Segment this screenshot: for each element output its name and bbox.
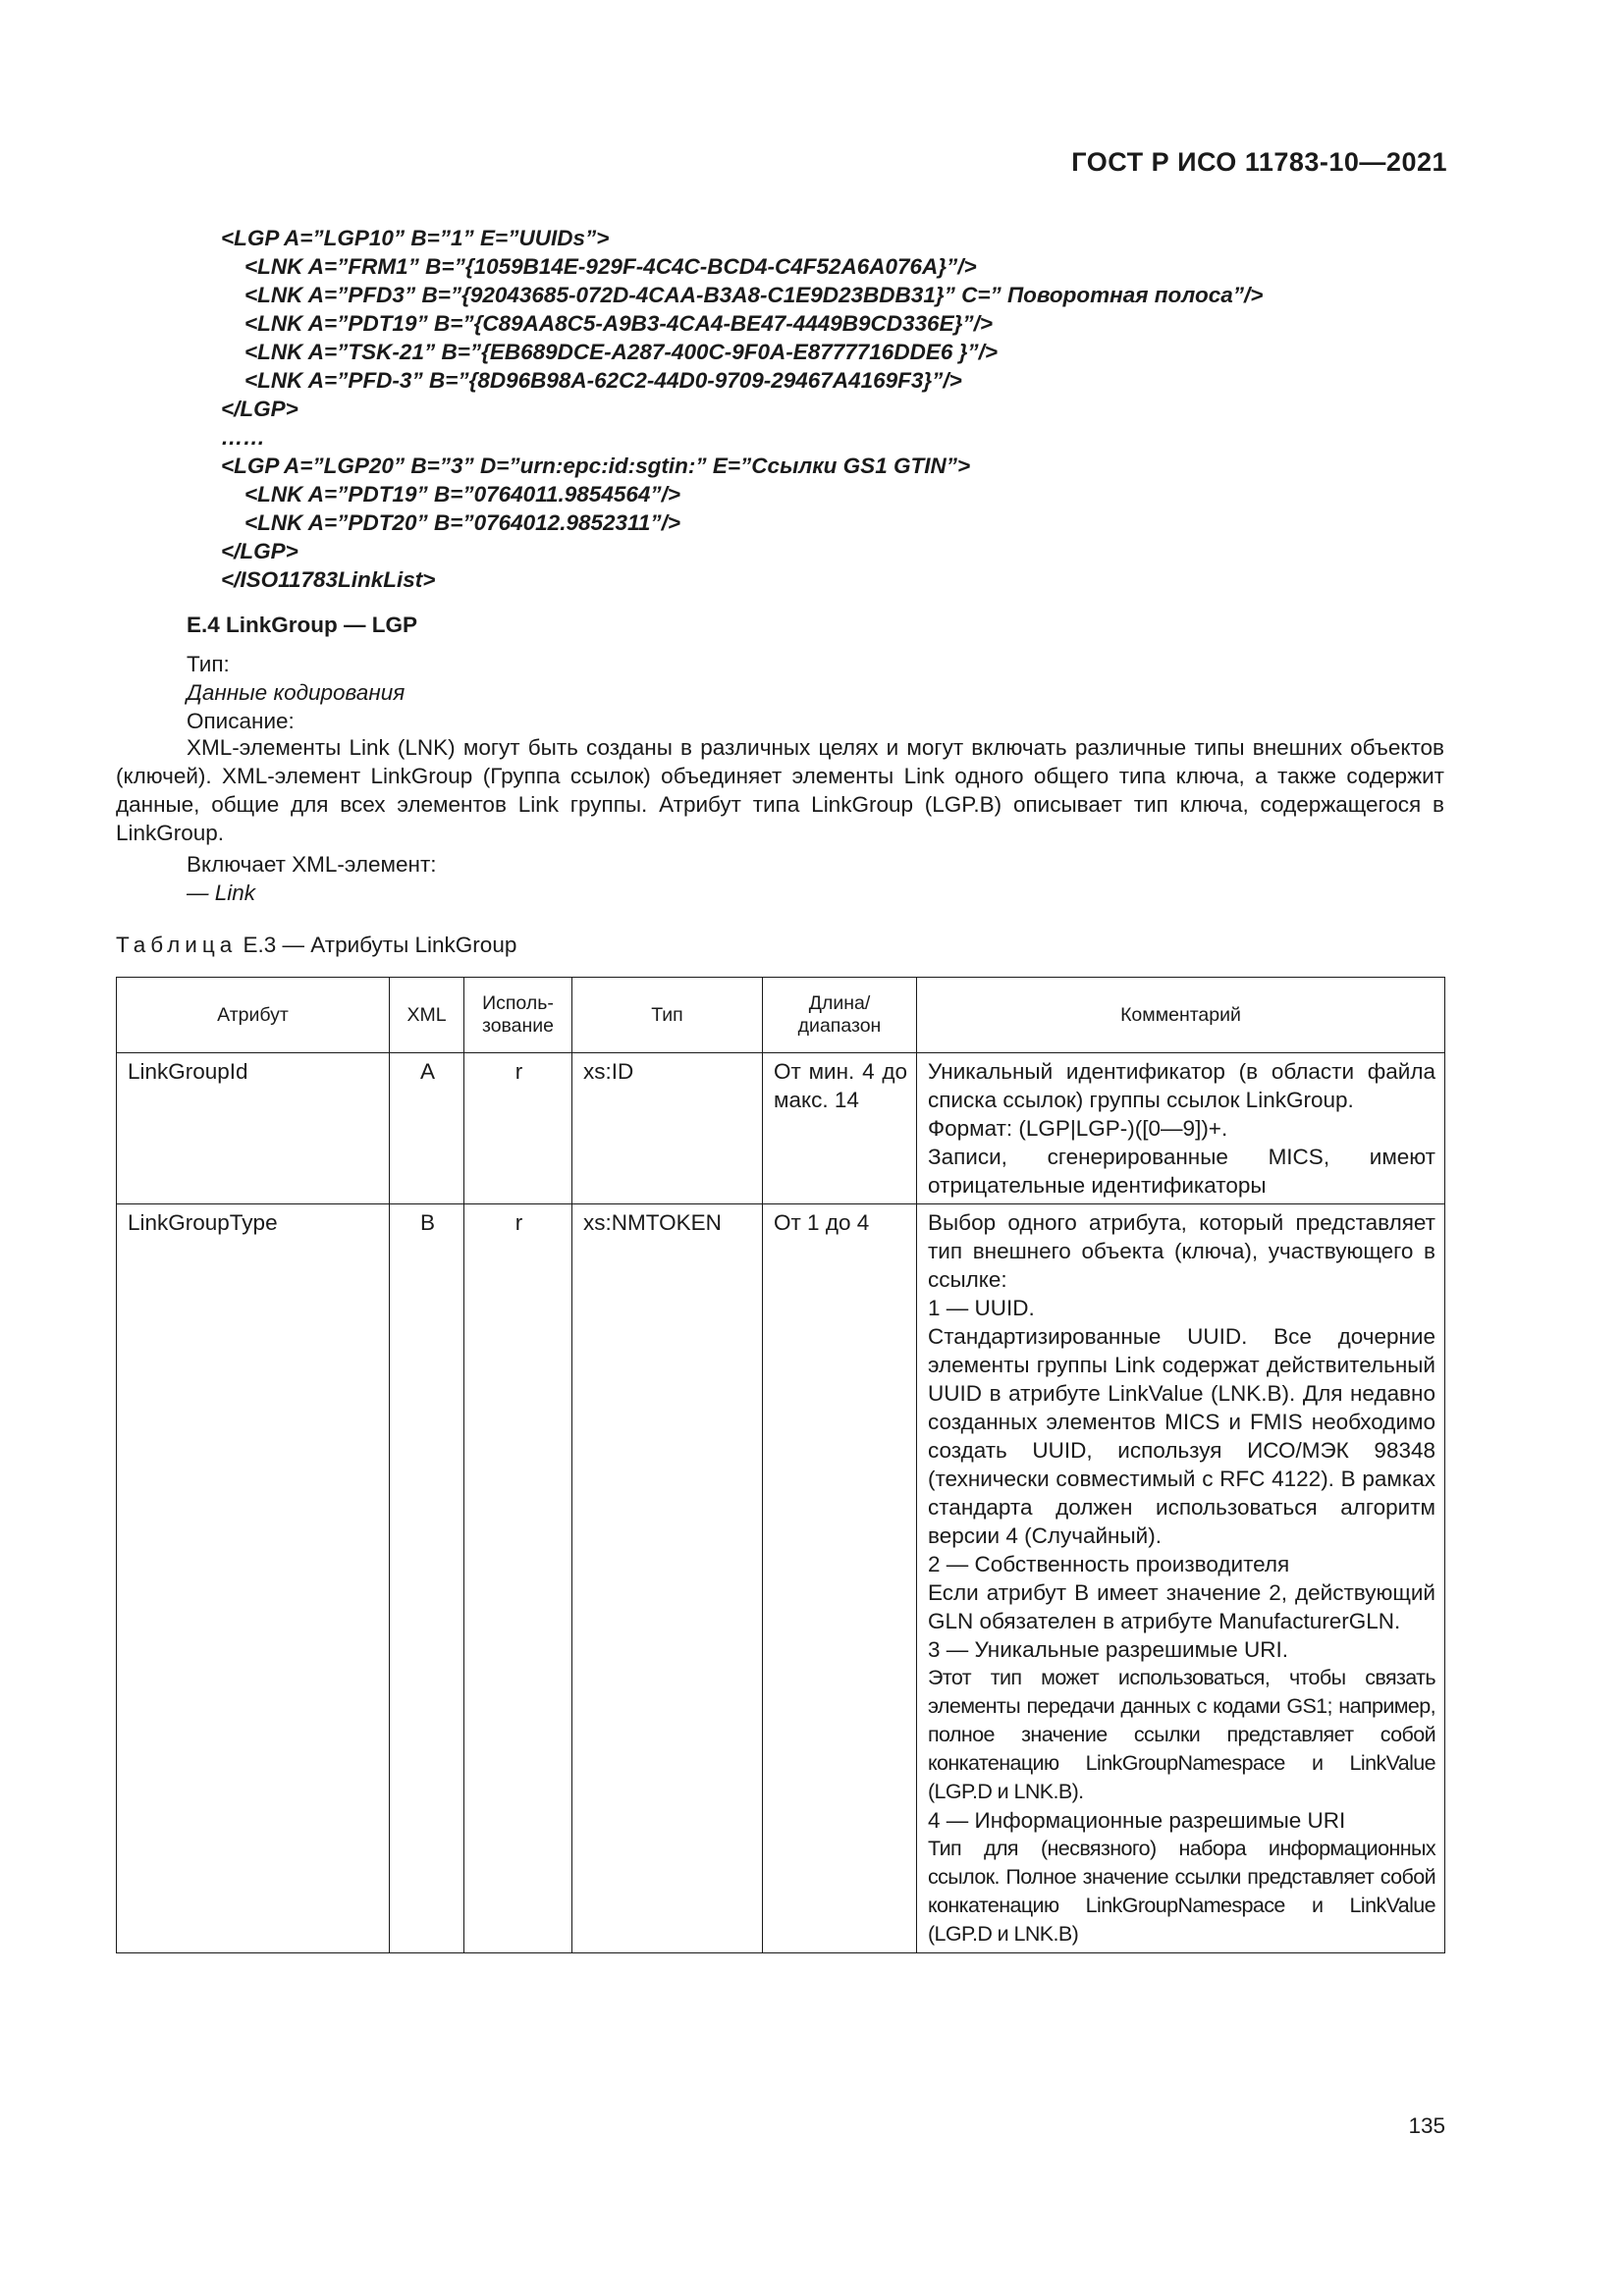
code-line: <LGP A=”LGP10” B=”1” E=”UUIDs”> — [221, 226, 610, 250]
xml-code-block — [221, 224, 1263, 594]
code-line: <LNK A=”FRM1” B=”{1059B14E-929F-4C4C-BCD4-C4F52A6A076A}”/> — [244, 254, 977, 279]
comment-line: 1 — UUID. — [928, 1296, 1035, 1320]
comment-line: 3 — Уникальные разрешимые URI. — [928, 1637, 1288, 1662]
code-line: …… — [221, 425, 265, 450]
comment-line: Если атрибут B имеет значение 2, действующий GLN обязателен в атрибуте ManufacturerGLN. — [928, 1580, 1435, 1633]
table-row — [117, 1204, 1445, 1953]
comment-line: Записи, сгенерированные MICS, имеют отрицательные идентификаторы — [928, 1145, 1435, 1198]
cell-type: xs:ID — [572, 1053, 763, 1204]
comment-line: Выбор одного атрибута, который представляет тип внешнего объекта (ключа), участвующего в ссылке: — [928, 1210, 1435, 1292]
cell-attribute: LinkGroupType — [117, 1204, 390, 1953]
description-paragraph: XML-элементы Link (LNK) могут быть созданы в различных целях и могут включать различные типы внешних объектов (ключей). XML-элемент LinkGroup (Группа ссылок) объединяет элементы Link одного общего типа ключа, а также содержит данные, общие для всех элементов Link группы. Атрибут типа LinkGroup (LGP.B) описывает тип ключа, содержащегося в LinkGroup. — [116, 735, 1444, 845]
code-line: <LNK A=”PFD-3” B=”{8D96B98A-62C2-44D0-9709-29467A4169F3}”/> — [244, 368, 962, 393]
section-title: E.4 LinkGroup — LGP — [187, 613, 418, 637]
comment-line: Тип для (несвязного) набора информационных ссылок. Полное значение ссылки представляет собой конкатенацию LinkGroupNamespace и LinkValue (LGP.D и LNK.B) — [928, 1837, 1435, 1946]
code-line: <LGP A=”LGP20” B=”3” D=”urn:epc:id:sgtin:” E=”Ссылки GS1 GTIN”> — [221, 454, 971, 478]
type-value: Данные кодирования — [187, 680, 406, 705]
cell-attribute: LinkGroupId — [117, 1053, 390, 1204]
includes-label: Включает XML-элемент: — [187, 852, 437, 877]
header-attribute: Атрибут — [117, 978, 390, 1053]
cell-xml: B — [390, 1204, 464, 1953]
table-caption-word: Таблица — [116, 933, 238, 957]
header-length-line: Длина/ — [808, 992, 871, 1014]
table-caption — [116, 933, 516, 958]
code-line: <LNK A=”PDT19” B=”{C89AA8C5-A9B3-4CA4-BE47-4449B9CD336E}”/> — [244, 311, 993, 336]
includes-item: — Link — [187, 881, 256, 905]
header-usage-line: зование — [481, 1015, 555, 1037]
cell-length: От мин. 4 до макс. 14 — [763, 1053, 917, 1204]
cell-usage: r — [464, 1204, 572, 1953]
code-line: <LNK A=”PDT20” B=”0764012.9852311”/> — [244, 510, 681, 535]
code-line: <LNK A=”TSK-21” B=”{EB689DCE-A287-400C-9F0A-E8777716DDE6 }”/> — [244, 340, 998, 364]
comment-line: Уникальный идентификатор (в области файла списка ссылок) группы ссылок LinkGroup. — [928, 1059, 1435, 1112]
table-row — [117, 1053, 1445, 1204]
cell-xml: A — [390, 1053, 464, 1204]
code-line: </LGP> — [221, 539, 298, 563]
comment-line: Стандартизированные UUID. Все дочерние элементы группы Link содержат действительный UUID в атрибуте LinkValue (LNK.B). Для недавно созданных элементов MICS и FMIS необходимо создать UUID, используя ИСО/МЭК 98348 (технически совместимый с RFC 4122). В рамках стандарта должен использоваться алгоритм версии 4 (Случайный). — [928, 1324, 1435, 1548]
description-label: Описание: — [187, 709, 295, 733]
document-header: ГОСТ Р ИСО 11783-10—2021 — [1071, 147, 1447, 177]
comment-line: 4 — Информационные разрешимые URI — [928, 1808, 1346, 1833]
cell-length: От 1 до 4 — [763, 1204, 917, 1953]
type-label: Тип: — [187, 652, 230, 676]
header-comment: Комментарий — [917, 978, 1445, 1053]
cell-comment — [917, 1204, 1445, 1953]
code-line: </LGP> — [221, 397, 298, 421]
header-type: Тип — [572, 978, 763, 1053]
header-usage-line: Исполь- — [482, 992, 554, 1014]
attributes-table — [116, 977, 1445, 1953]
header-xml: XML — [390, 978, 464, 1053]
header-length — [763, 978, 917, 1053]
comment-line: Формат: (LGP|LGP-)([0—9])+. — [928, 1116, 1228, 1141]
code-line: </ISO11783LinkList> — [221, 567, 436, 592]
page-number: 135 — [1408, 2113, 1445, 2138]
code-line: <LNK A=”PDT19” B=”0764011.9854564”/> — [244, 482, 681, 507]
cell-usage: r — [464, 1053, 572, 1204]
table-caption-text: E.3 — Атрибуты LinkGroup — [237, 933, 517, 957]
header-length-line: диапазон — [797, 1015, 882, 1037]
cell-comment — [917, 1053, 1445, 1204]
comment-line: Этот тип может использоваться, чтобы связать элементы передачи данных с кодами GS1; например, полное значение ссылки представляет собой конкатенацию LinkGroupNamespace и LinkValue (LGP.D и LNK.B). — [928, 1666, 1435, 1803]
table-header-row — [117, 978, 1445, 1053]
comment-line: 2 — Собственность производителя — [928, 1552, 1290, 1576]
code-line: <LNK A=”PFD3” B=”{92043685-072D-4CAA-B3A8-C1E9D23BDB31}” C=” Поворотная полоса”/> — [244, 283, 1264, 307]
cell-type: xs:NMTOKEN — [572, 1204, 763, 1953]
header-usage — [464, 978, 572, 1053]
